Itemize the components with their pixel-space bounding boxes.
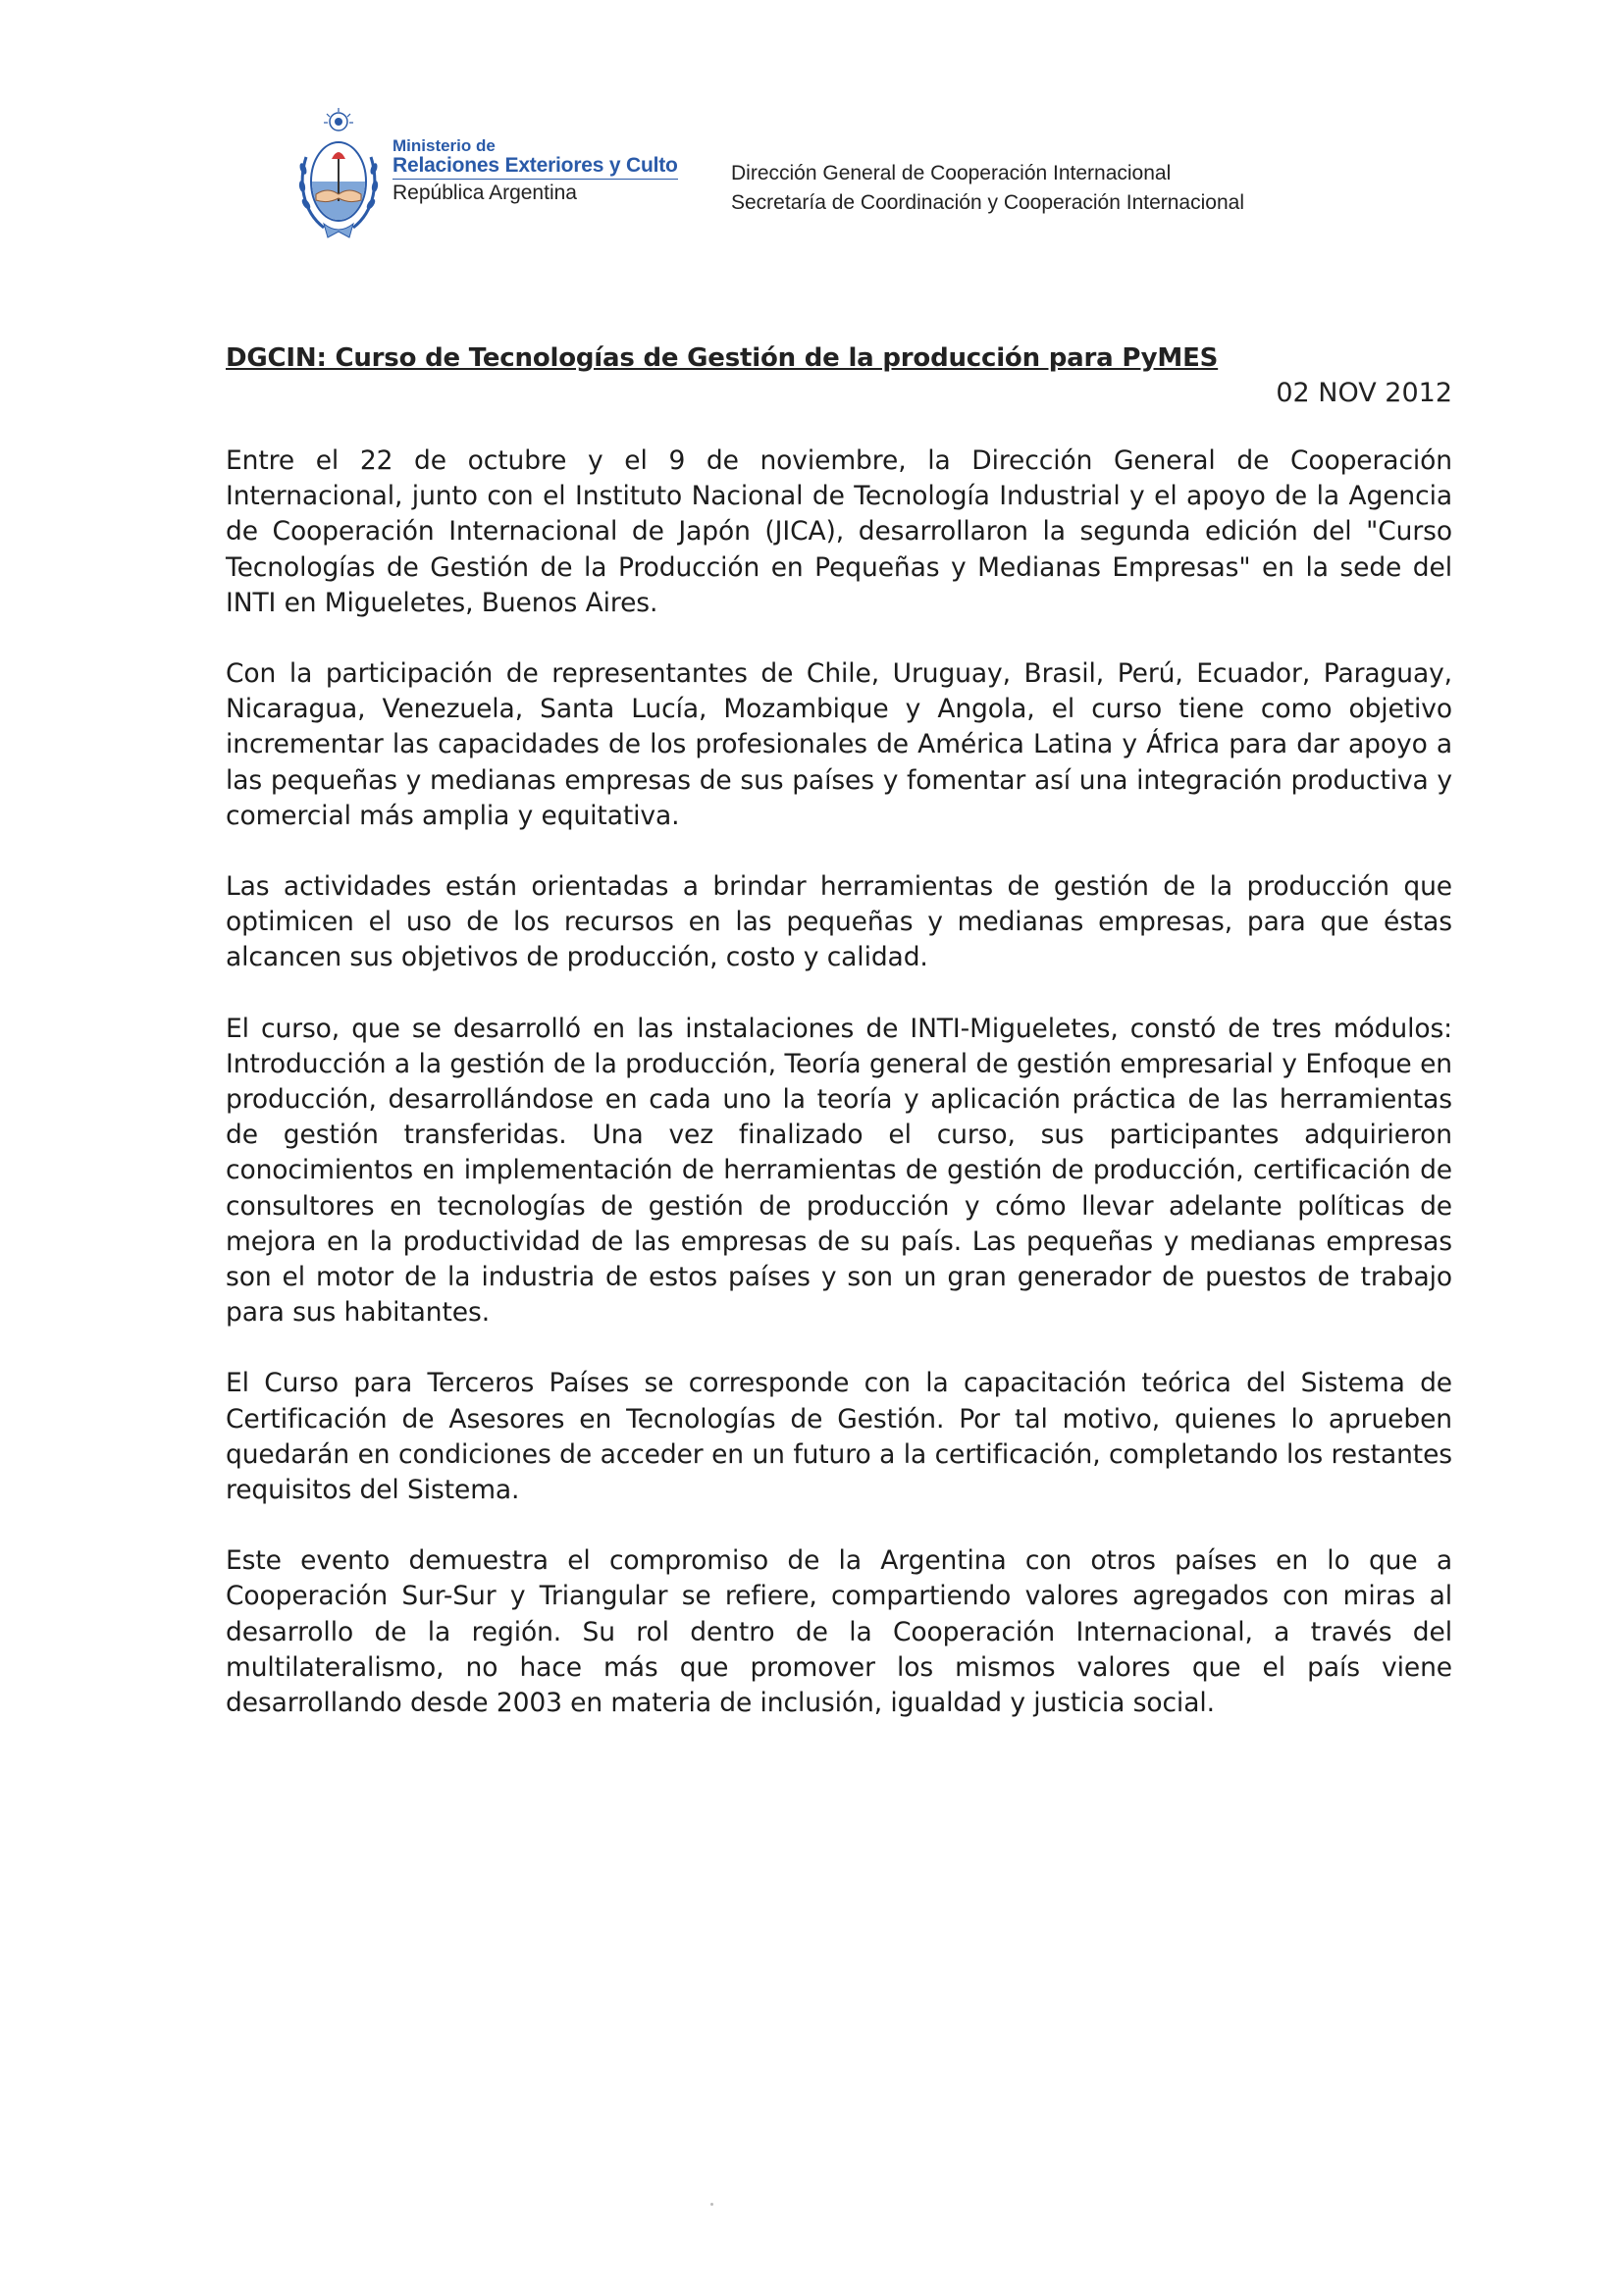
paragraph: Con la participación de representantes de Chile, Uruguay, Brasil, Perú, Ecuador, Paraguay, Nicaragua, Venezuela, Santa Lucía, Mozambique y Angola, el curso tiene como objetivo incrementar las capacidades de los profesionales de América Latina y África para dar apoyo a las pequeñas y medianas empresas de sus países y fomentar así una integración productiva y comercial más amplia y equitativa. — [226, 658, 1452, 831]
paragraph: El Curso para Terceros Países se corresponde con la capacitación teórica del Sistema de Certificación de Asesores en Tecnologías de Gestión. Por tal motivo, quienes lo aprueben quedarán en condiciones de acceder en un futuro a la certificación, completando los restantes requisitos del Sistema. — [226, 1368, 1452, 1506]
document-body — [226, 444, 1452, 1756]
office-line-1: Dirección General de Cooperación Internacional — [731, 162, 1172, 184]
office-name — [731, 159, 1244, 218]
document-date: 02 NOV 2012 — [1276, 378, 1452, 408]
office-line-2: Secretaría de Coordinación y Cooperación Internacional — [731, 191, 1244, 214]
document-title: DGCIN: Curso de Tecnologías de Gestión de la producción para PyMES — [226, 343, 1219, 373]
argentina-coat-of-arms-icon — [294, 108, 383, 245]
paragraph: Este evento demuestra el compromiso de la Argentina con otros países en lo que a Cooperación Sur-Sur y Triangular se refiere, compartiendo valores agregados con miras al desarrollo de la región. Su rol dentro de la Cooperación Internacional, a través del multilateralismo, no hace más que promover los mismos valores que el país viene desarrollando desde 2003 en materia de inclusión, igualdad y justicia social. — [226, 1545, 1452, 1719]
ministry-line-2: Relaciones Exteriores y Culto — [393, 155, 678, 180]
paragraph: Entre el 22 de octubre y el 9 de noviembre, la Dirección General de Cooperación Internacional, junto con el Instituto Nacional de Tecnología Industrial y el apoyo de la Agencia de Cooperación Internacional de Japón (JICA), desarrollaron la segunda edición del "Curso Tecnologías de Gestión de la Producción en Pequeñas y Medianas Empresas" en la sede del INTI en Migueletes, Buenos Aires. — [226, 445, 1452, 618]
ministry-line-1: Ministerio de — [393, 136, 496, 155]
paragraph: El curso, que se desarrolló en las instalaciones de INTI-Migueletes, constó de tres módulos: Introducción a la gestión de la producción, Teoría general de gestión empresarial y Enfoque en producción, desarrollándose en cada uno la teoría y aplicación práctica de las herramientas de gestión transferidas. Una vez finalizado el curso, sus participantes adquirieron conocimientos en implementación de herramientas de gestión de producción, certificación de consultores en tecnologías de gestión de producción y cómo llevar adelante políticas de mejora en la productividad de las empresas de su país. Las pequeñas y medianas empresas son el motor de la industria de estos países y son un gran generador de puestos de trabajo para sus habitantes. — [226, 1013, 1452, 1329]
ministry-line-3: República Argentina — [393, 181, 577, 204]
ministry-name — [393, 137, 678, 204]
paragraph: Las actividades están orientadas a brindar herramientas de gestión de la producción que optimicen el uso de los recursos en las pequeñas y medianas empresas, para que éstas alcancen sus objetivos de producción, costo y calidad. — [226, 871, 1452, 973]
letterhead — [294, 108, 1335, 255]
page-mark — [710, 2203, 713, 2206]
